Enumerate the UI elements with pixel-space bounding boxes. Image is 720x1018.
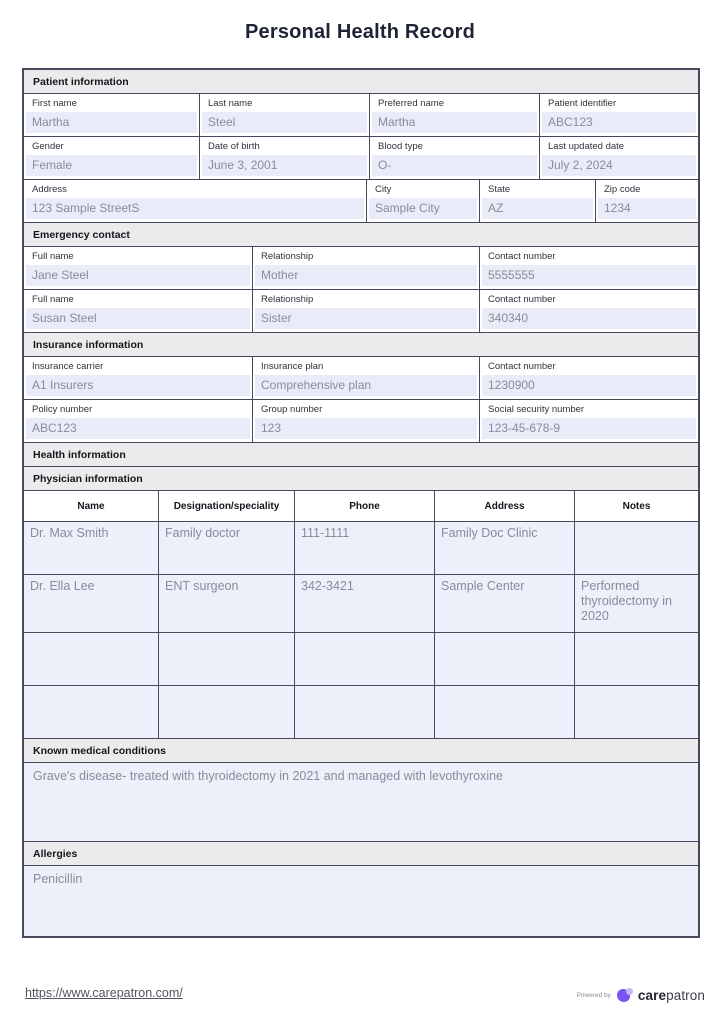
section-header-health-information: Health information: [24, 443, 698, 467]
field-label: Policy number: [32, 404, 93, 415]
physician-address-cell[interactable]: [435, 633, 575, 685]
insurance-plan-input[interactable]: Comprehensive plan: [255, 375, 477, 396]
brand-patron: patron: [666, 988, 705, 1003]
physician-name-cell[interactable]: Dr. Ella Lee: [24, 575, 159, 632]
field-label: Contact number: [488, 294, 556, 305]
patient-row-1: [24, 94, 698, 137]
field-label: Last updated date: [548, 141, 625, 152]
column-header-designation: Designation/speciality: [159, 491, 295, 521]
physician-address-cell[interactable]: Sample Center: [435, 575, 575, 632]
physician-name-cell[interactable]: Dr. Max Smith: [24, 522, 159, 574]
address-input[interactable]: 123 Sample StreetS: [26, 198, 364, 219]
page-title: Personal Health Record: [244, 21, 476, 43]
field-blood-type: [370, 137, 540, 179]
field-label: Blood type: [378, 141, 423, 152]
field-insurance-carrier: [24, 357, 253, 399]
ec1-contact-number-input[interactable]: 5555555: [482, 265, 696, 286]
brand-care: care: [637, 988, 667, 1003]
city-input[interactable]: Sample City: [369, 198, 477, 219]
physician-table-header: [24, 491, 698, 522]
group-number-input[interactable]: 123: [255, 418, 477, 439]
field-label: Contact number: [488, 251, 556, 262]
physician-table-row: [24, 575, 698, 633]
physician-table-row: [24, 633, 698, 686]
carepatron-logo-icon: [617, 988, 632, 1003]
ec2-contact-number-input[interactable]: 340340: [482, 308, 696, 329]
powered-by-badge: [577, 988, 705, 1003]
ec2-relationship-input[interactable]: Sister: [255, 308, 477, 329]
physician-name-cell[interactable]: [24, 686, 159, 738]
gender-input[interactable]: Female: [26, 155, 197, 176]
field-ec1-relationship: [253, 247, 480, 289]
footer-link[interactable]: https://www.carepatron.com/: [25, 986, 183, 1000]
physician-designation-cell[interactable]: [159, 633, 295, 685]
allergies-field[interactable]: Penicillin: [24, 866, 698, 936]
physician-notes-cell[interactable]: Performed thyroidectomy in 2020: [575, 575, 698, 632]
field-group-number: [253, 400, 480, 442]
ec1-full-name-input[interactable]: Jane Steel: [26, 265, 250, 286]
section-header-patient-information: Patient information: [24, 70, 698, 94]
insurance-carrier-input[interactable]: A1 Insurers: [26, 375, 250, 396]
field-ec2-full-name: [24, 290, 253, 332]
field-last-name: [200, 94, 370, 136]
physician-table-row: [24, 522, 698, 575]
ec1-relationship-input[interactable]: Mother: [255, 265, 477, 286]
field-label: Insurance plan: [261, 361, 324, 372]
blood-type-input[interactable]: O-: [372, 155, 537, 176]
physician-phone-cell[interactable]: [295, 686, 435, 738]
field-label: Social security number: [488, 404, 585, 415]
emergency-row-1: [24, 247, 698, 290]
field-zip-code: [596, 180, 698, 222]
brand-wordmark: [638, 988, 705, 1003]
field-label: Full name: [32, 251, 74, 262]
column-header-address: Address: [435, 491, 575, 521]
physician-name-cell[interactable]: [24, 633, 159, 685]
patient-identifier-input[interactable]: ABC123: [542, 112, 696, 133]
field-last-updated-date: [540, 137, 698, 179]
field-label: Preferred name: [378, 98, 445, 109]
policy-number-input[interactable]: ABC123: [26, 418, 250, 439]
section-header-physician-information: Physician information: [24, 467, 698, 491]
field-label: Date of birth: [208, 141, 260, 152]
patient-row-3: [24, 180, 698, 223]
field-label: Last name: [208, 98, 253, 109]
field-insurance-contact-number: [480, 357, 698, 399]
column-header-notes: Notes: [575, 491, 698, 521]
column-header-name: Name: [24, 491, 159, 521]
insurance-row-1: [24, 357, 698, 400]
field-state: [480, 180, 596, 222]
section-header-emergency-contact: Emergency contact: [24, 223, 698, 247]
field-first-name: [24, 94, 200, 136]
first-name-input[interactable]: Martha: [26, 112, 197, 133]
known-medical-conditions-field[interactable]: Grave's disease- treated with thyroidectomy in 2021 and managed with levothyroxine: [24, 763, 698, 842]
preferred-name-input[interactable]: Martha: [372, 112, 537, 133]
field-ec1-contact-number: [480, 247, 698, 289]
field-label: Patient identifier: [548, 98, 617, 109]
health-record-form: [22, 68, 700, 938]
physician-phone-cell[interactable]: [295, 633, 435, 685]
field-label: Zip code: [604, 184, 641, 195]
insurance-contact-number-input[interactable]: 1230900: [482, 375, 696, 396]
physician-table-row: [24, 686, 698, 739]
field-policy-number: [24, 400, 253, 442]
ec2-full-name-input[interactable]: Susan Steel: [26, 308, 250, 329]
state-input[interactable]: AZ: [482, 198, 593, 219]
physician-notes-cell[interactable]: [575, 686, 698, 738]
physician-phone-cell[interactable]: 111-1111: [295, 522, 435, 574]
section-header-insurance-information: Insurance information: [24, 333, 698, 357]
zip-code-input[interactable]: 1234: [598, 198, 696, 219]
powered-by-label: Powered by: [576, 992, 611, 999]
field-address: [24, 180, 367, 222]
column-header-phone: Phone: [295, 491, 435, 521]
social-security-number-input[interactable]: 123-45-678-9: [482, 418, 696, 439]
field-social-security-number: [480, 400, 698, 442]
field-ec1-full-name: [24, 247, 253, 289]
date-of-birth-input[interactable]: June 3, 2001: [202, 155, 367, 176]
field-label: Address: [32, 184, 67, 195]
field-label: City: [375, 184, 392, 195]
physician-designation-cell[interactable]: Family doctor: [159, 522, 295, 574]
patient-row-2: [24, 137, 698, 180]
field-patient-identifier: [540, 94, 698, 136]
field-city: [367, 180, 480, 222]
physician-address-cell[interactable]: [435, 686, 575, 738]
physician-notes-cell[interactable]: [575, 522, 698, 574]
field-ec2-relationship: [253, 290, 480, 332]
section-header-known-medical-conditions: Known medical conditions: [24, 739, 698, 763]
physician-designation-cell[interactable]: ENT surgeon: [159, 575, 295, 632]
field-preferred-name: [370, 94, 540, 136]
field-label: State: [488, 184, 511, 195]
physician-designation-cell[interactable]: [159, 686, 295, 738]
physician-address-cell[interactable]: Family Doc Clinic: [435, 522, 575, 574]
insurance-row-2: [24, 400, 698, 443]
field-label: Insurance carrier: [32, 361, 104, 372]
field-label: Contact number: [488, 361, 556, 372]
physician-notes-cell[interactable]: [575, 633, 698, 685]
last-updated-date-input[interactable]: July 2, 2024: [542, 155, 696, 176]
section-header-allergies: Allergies: [24, 842, 698, 866]
field-insurance-plan: [253, 357, 480, 399]
field-date-of-birth: [200, 137, 370, 179]
field-label: Relationship: [261, 251, 314, 262]
last-name-input[interactable]: Steel: [202, 112, 367, 133]
field-ec2-contact-number: [480, 290, 698, 332]
field-label: Relationship: [261, 294, 314, 305]
physician-phone-cell[interactable]: 342-3421: [295, 575, 435, 632]
field-label: Gender: [32, 141, 64, 152]
emergency-row-2: [24, 290, 698, 333]
field-label: Group number: [261, 404, 323, 415]
field-gender: [24, 137, 200, 179]
field-label: Full name: [32, 294, 74, 305]
field-label: First name: [32, 98, 77, 109]
